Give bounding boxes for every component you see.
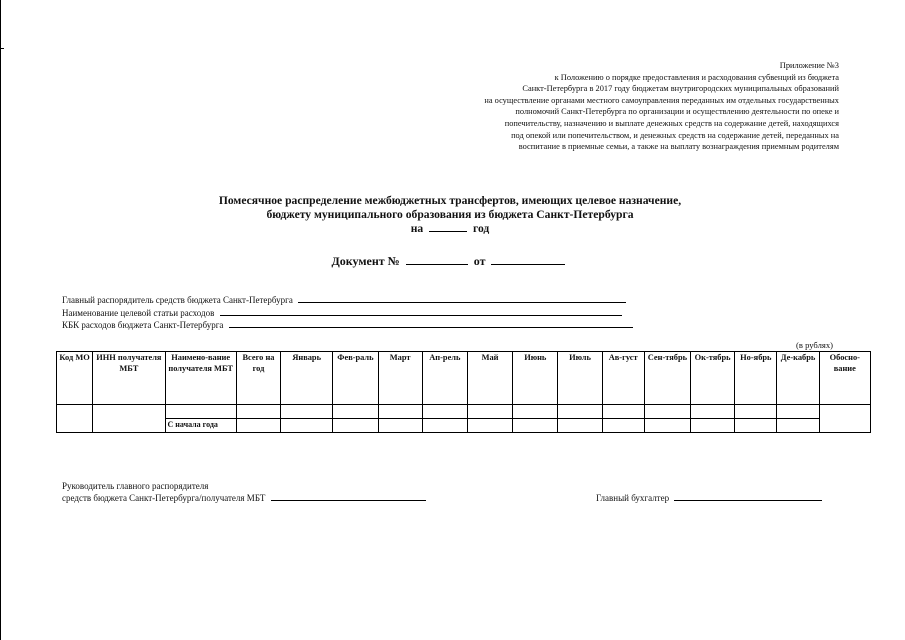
table-cell[interactable] — [777, 405, 819, 419]
table-cell[interactable] — [333, 419, 378, 433]
field-expense-item — [62, 307, 633, 320]
appendix-line: на осуществление органами местного самоуправления переданных им отдельных государственных — [484, 95, 839, 105]
field-main-manager-blank[interactable] — [298, 294, 626, 303]
appendix-line: к Положению о порядке предоставления и расходования субвенций из бюджета — [554, 72, 839, 82]
col-header-inn: ИНН получателя МБТ — [93, 352, 165, 405]
units-label: (в рублях) — [796, 340, 833, 350]
page-edge-tick — [0, 48, 4, 49]
col-header-mar: Март — [378, 352, 422, 405]
table-cell[interactable] — [691, 405, 735, 419]
field-expense-item-blank[interactable] — [220, 307, 622, 316]
table-cell[interactable] — [236, 419, 280, 433]
table-cell[interactable] — [378, 419, 422, 433]
col-header-jun: Июнь — [513, 352, 558, 405]
appendix-number: Приложение №3 — [779, 61, 839, 70]
col-header-may: Май — [467, 352, 512, 405]
document-title — [150, 194, 750, 236]
col-header-aug: Ав-густ — [602, 352, 644, 405]
table-cell[interactable] — [281, 419, 333, 433]
table-header-row — [57, 352, 871, 405]
col-header-justification: Обосно-вание — [819, 352, 870, 405]
document-number-blank[interactable] — [406, 254, 468, 265]
document-number-line — [280, 254, 620, 269]
field-main-manager-label: Главный распорядитель средств бюджета Санкт-Петербурга — [62, 295, 293, 305]
table-cell[interactable] — [644, 405, 690, 419]
table-cell[interactable] — [513, 405, 558, 419]
table-row-cumulative — [57, 419, 871, 433]
col-header-dec: Де-кабрь — [777, 352, 819, 405]
table-cell[interactable] — [281, 405, 333, 419]
table-cell[interactable] — [558, 405, 602, 419]
table-cell[interactable] — [422, 419, 467, 433]
table-cell[interactable] — [422, 405, 467, 419]
title-line-1: Помесячное распределение межбюджетных трансфертов, имеющих целевое назначение, — [218, 194, 682, 207]
appendix-line: Санкт-Петербурга в 2017 году бюджетам внутригородских муниципальных образований — [522, 84, 839, 94]
year-prefix: на — [410, 222, 424, 235]
col-header-recipient: Наимено-вание получателя МБТ — [165, 352, 236, 405]
table-cell[interactable] — [558, 419, 602, 433]
appendix-line: под опекой или попечительством, и денежных средств на содержание детей, переданных на — [511, 130, 839, 140]
table-cell[interactable] — [735, 419, 777, 433]
col-header-sep: Сен-тябрь — [644, 352, 690, 405]
col-header-nov: Но-ябрь — [735, 352, 777, 405]
table-cell[interactable] — [602, 405, 644, 419]
table-cell[interactable] — [467, 419, 512, 433]
title-year-line — [150, 222, 750, 236]
title-line-2: бюджету муниципального образования из бюджета Санкт-Петербурга — [266, 208, 634, 221]
year-blank[interactable] — [429, 222, 467, 232]
table-cell[interactable] — [93, 405, 165, 433]
col-header-total: Всего на год — [236, 352, 280, 405]
appendix-line: попечительству, назначению и выплате денежных средств на содержание детей, находящихся — [504, 118, 839, 128]
table-cell[interactable] — [777, 419, 819, 433]
field-expense-item-label: Наименование целевой статьи расходов — [62, 307, 215, 318]
col-header-jul: Июль — [558, 352, 602, 405]
table-cell[interactable] — [644, 419, 690, 433]
table-cell[interactable] — [333, 405, 378, 419]
col-header-code: Код МО — [57, 352, 93, 405]
appendix-line: воспитание в приемные семьи, а также на выплату вознаграждения приемным родителям — [518, 142, 839, 152]
table-cell[interactable] — [236, 405, 280, 419]
table-cell[interactable] — [165, 405, 236, 419]
field-kbk-label: КБК расходов бюджета Санкт-Петербурга — [62, 320, 224, 330]
table-cell[interactable] — [735, 405, 777, 419]
table-cell[interactable] — [691, 419, 735, 433]
page-left-edge — [0, 0, 1, 640]
field-main-manager — [62, 294, 633, 307]
table-cell[interactable] — [513, 419, 558, 433]
appendix-line: полномочий Санкт-Петербурга по организации и осуществлению деятельности по опеке и — [515, 107, 839, 117]
table-cell[interactable] — [57, 405, 93, 433]
head-signature-block — [62, 480, 426, 504]
col-header-oct: Ок-тябрь — [691, 352, 735, 405]
document-date-blank[interactable] — [491, 254, 565, 265]
accountant-label: Главный бухгалтер — [596, 493, 670, 503]
table-cell[interactable] — [467, 405, 512, 419]
field-kbk-blank[interactable] — [229, 319, 633, 328]
appendix-header — [399, 60, 839, 153]
table-row — [57, 405, 871, 419]
head-signature-label: средств бюджета Санкт-Петербурга/получателя МБТ — [62, 493, 266, 503]
distribution-table — [56, 351, 871, 433]
field-kbk — [62, 319, 633, 332]
document-number-label: Документ № — [331, 254, 400, 268]
cumulative-label: С начала года — [165, 419, 236, 433]
col-header-apr: Ап-рель — [422, 352, 467, 405]
head-signature-line-2 — [62, 492, 426, 504]
year-suffix: год — [472, 222, 490, 235]
table-cell[interactable] — [819, 405, 870, 433]
table-cell[interactable] — [378, 405, 422, 419]
document-date-label: от — [473, 254, 486, 268]
head-signature-blank[interactable] — [271, 492, 426, 501]
header-fields — [62, 294, 633, 332]
head-signature-line-1: Руководитель главного распорядителя — [62, 481, 209, 491]
accountant-signature-block — [596, 492, 822, 503]
accountant-signature-blank[interactable] — [674, 492, 822, 501]
col-header-feb: Фев-раль — [333, 352, 378, 405]
table-cell[interactable] — [602, 419, 644, 433]
col-header-jan: Январь — [281, 352, 333, 405]
